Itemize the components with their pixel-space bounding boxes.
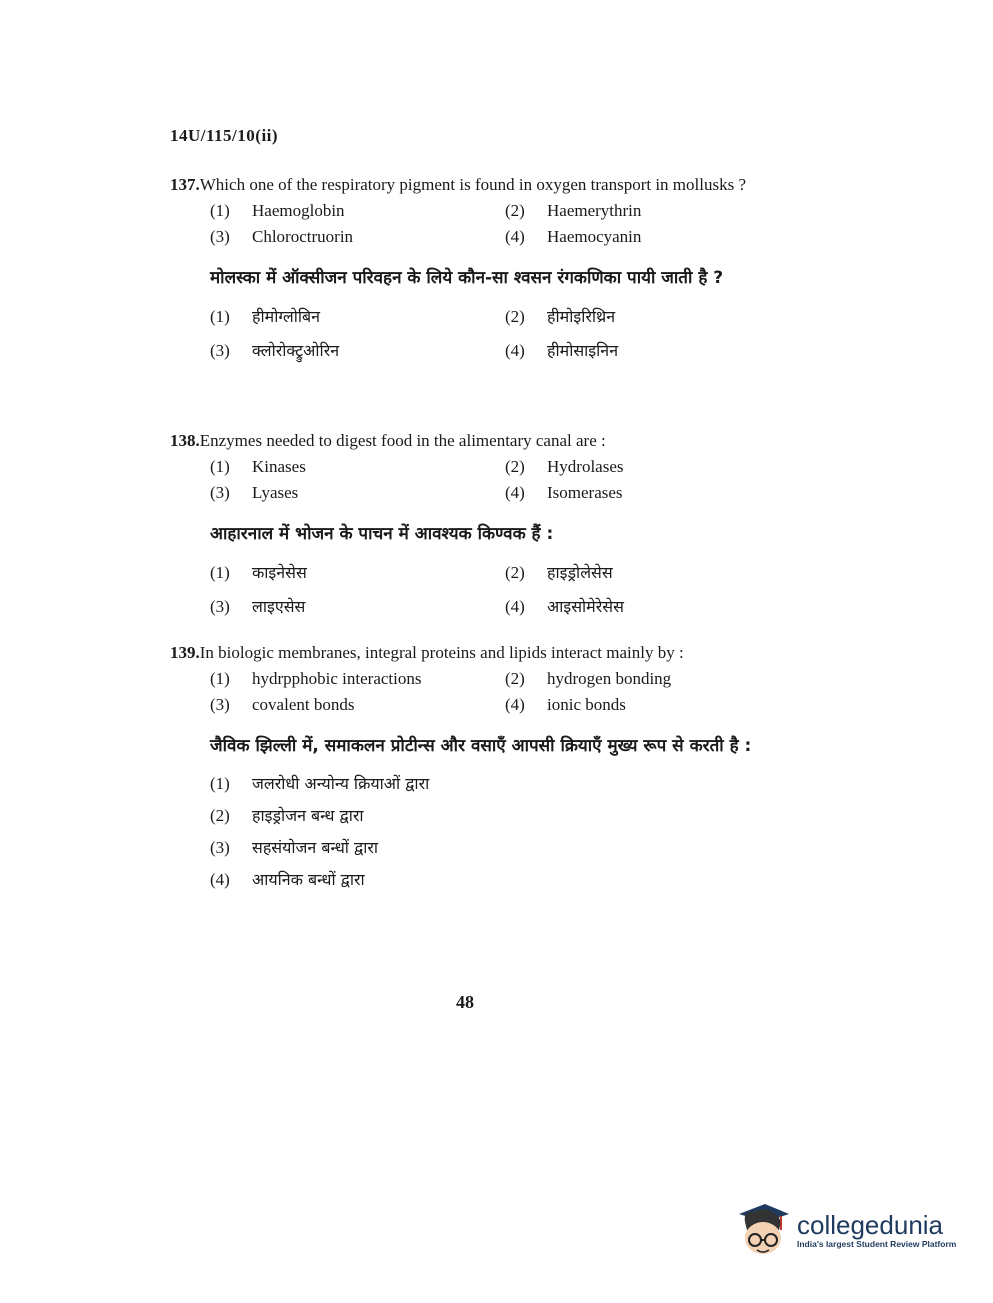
question-text: Enzymes needed to digest food in the alimentary canal are : bbox=[199, 431, 606, 450]
options-english: (1) Kinases (2) Hydrolases (3) Lyases (4) Isomerases bbox=[210, 457, 624, 502]
hindi-option-2: हीमोइरिथ्रिन bbox=[547, 307, 616, 326]
question-text-hindi: आहारनाल में भोजन के पाचन में आवश्यक किण्वक हैं : bbox=[210, 524, 554, 544]
paper-code: 14U/115/10(ii) bbox=[170, 126, 279, 145]
logo-tagline: India's largest Student Review Platform bbox=[797, 1239, 957, 1249]
hindi-option-2: हाइड्रोजन बन्ध द्वारा bbox=[252, 806, 364, 825]
option-1: Kinases bbox=[252, 457, 306, 476]
question-text-hindi: मोलस्का में ऑक्सीजन परिवहन के लिये कौन-सा श्वसन रंगकणिका पायी जाती है ? bbox=[210, 268, 724, 288]
option-3: Lyases bbox=[252, 483, 299, 502]
hindi-option-3: सहसंयोजन बन्धों द्वारा bbox=[252, 838, 379, 857]
option-3: Chloroctruorin bbox=[252, 227, 354, 246]
collegedunia-logo bbox=[735, 1195, 960, 1265]
question-text: Which one of the respiratory pigment is found in oxygen transport in mollusks ? bbox=[199, 175, 747, 194]
options-hindi: (1) काइनेसेस (2) हाइड्रोलेसेस (3) लाइएसेस (4) आइसोमेरेसेस bbox=[210, 563, 624, 616]
question-number: 137. bbox=[170, 175, 200, 194]
option-1: hydrpphobic interactions bbox=[252, 669, 422, 688]
option-4: Isomerases bbox=[547, 483, 623, 502]
option-3: covalent bonds bbox=[252, 695, 355, 714]
options-english: (1) hydrpphobic interactions (2) hydrogen bonding (3) covalent bonds (4) ionic bonds bbox=[210, 669, 672, 714]
option-4: Haemocyanin bbox=[547, 227, 642, 246]
option-2: Haemerythrin bbox=[547, 201, 642, 220]
question-139 bbox=[170, 642, 800, 896]
options-hindi: (1) हीमोग्लोबिन (2) हीमोइरिथ्रिन (3) क्लोरोक्ट्रुओरिन (4) हीमोसाइनिन bbox=[210, 307, 619, 360]
options-english: (1) Haemoglobin (2) Haemerythrin (3) Chloroctruorin (4) Haemocyanin bbox=[210, 201, 642, 246]
hindi-option-4: आयनिक बन्धों द्वारा bbox=[252, 870, 365, 889]
options-hindi: (1) जलरोधी अन्योन्य क्रियाओं द्वारा (2) हाइड्रोजन बन्ध द्वारा (3) सहसंयोजन बन्धों द्वारा (4) आयनिक बन्धों द्वारा bbox=[210, 774, 430, 889]
hindi-option-1: हीमोग्लोबिन bbox=[252, 307, 321, 326]
mascot-icon bbox=[735, 1200, 791, 1260]
page-number: 48 bbox=[456, 992, 474, 1012]
question-number: 138. bbox=[170, 431, 200, 450]
logo-name: collegedunia bbox=[797, 1210, 944, 1240]
question-137 bbox=[170, 174, 800, 368]
option-2: Hydrolases bbox=[547, 457, 624, 476]
question-text: In biologic membranes, integral proteins and lipids interact mainly by : bbox=[199, 643, 684, 662]
hindi-option-4: हीमोसाइनिन bbox=[547, 341, 619, 360]
option-1: Haemoglobin bbox=[252, 201, 345, 220]
hindi-option-3: लाइएसेस bbox=[252, 597, 306, 616]
question-number: 139. bbox=[170, 643, 200, 662]
hindi-option-2: हाइड्रोलेसेस bbox=[547, 563, 613, 582]
hindi-option-1: काइनेसेस bbox=[252, 563, 307, 582]
option-4: ionic bonds bbox=[547, 695, 626, 714]
hindi-option-3: क्लोरोक्ट्रुओरिन bbox=[252, 341, 340, 360]
hindi-option-4: आइसोमेरेसेस bbox=[547, 597, 624, 616]
hindi-option-1: जलरोधी अन्योन्य क्रियाओं द्वारा bbox=[252, 774, 430, 793]
option-2: hydrogen bonding bbox=[547, 669, 672, 688]
question-138 bbox=[170, 430, 800, 624]
question-text-hindi: जैविक झिल्ली में, समाकलन प्रोटीन्स और वसाएँ आपसी क्रियाएँ मुख्य रूप से करती है : bbox=[210, 736, 752, 756]
